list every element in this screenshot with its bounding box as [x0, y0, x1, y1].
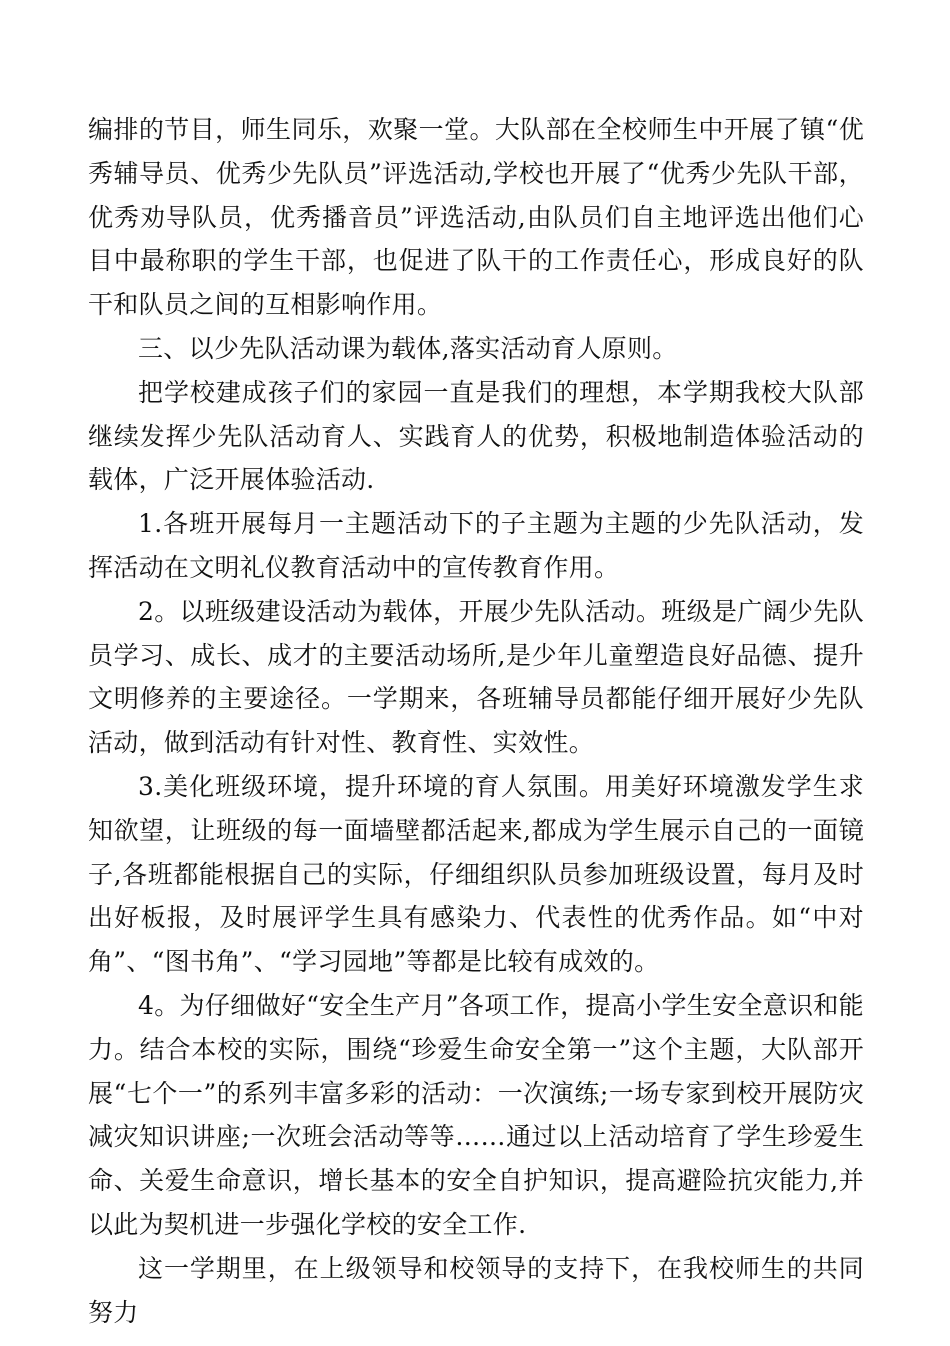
paragraph-closing: 这一学期里，在上级领导和校领导的支持下，在我校师生的共同努力: [88, 1253, 864, 1327]
document-body: [88, 108, 864, 1334]
list-item-4: 4。为仔细做好“安全生产月”各项工作，提高小学生安全意识和能力。结合本校的实际，围绕“珍爱生命安全第一”这个主题，大队部开展“七个一”的系列丰富多彩的活动：一次演练;一场专家到校开展防灾减灾知识讲座;一次班会活动等等……通过以上活动培育了学生珍爱生命、关爱生命意识，增长基本的安全自护知识，提高避险抗灾能力,并以此为契机进一步强化学校的安全工作.: [88, 990, 864, 1239]
list-item-3: 3.美化班级环境，提升环境的育人氛围。用美好环境激发学生求知欲望，让班级的每一面墙壁都活起来,都成为学生展示自己的一面镜子,各班都能根据自己的实际，仔细组织队员参加班级设置，每月及时出好板报，及时展评学生具有感染力、代表性的优秀作品。如“中对角”、“图书角”、“学习园地”等都是比较有成效的。: [88, 771, 864, 977]
paragraph-intro: 把学校建成孩子们的家园一直是我们的理想，本学期我校大队部继续发挥少先队活动育人、实践育人的优势，积极地制造体验活动的载体，广泛开展体验活动.: [88, 377, 864, 495]
list-item-2: 2。以班级建设活动为载体，开展少先队活动。班级是广阔少先队员学习、成长、成才的主要活动场所,是少年儿童塑造良好品德、提升文明修养的主要途径。一学期来，各班辅导员都能仔细开展好少先队活动，做到活动有针对性、教育性、实效性。: [88, 596, 864, 758]
section-heading-three: 三、以少先队活动课为载体,落实活动育人原则。: [138, 333, 678, 363]
list-item-1: 1.各班开展每月一主题活动下的子主题为主题的少先队活动，发挥活动在文明礼仪教育活动中的宣传教育作用。: [88, 509, 864, 582]
paragraph-continuation: 编排的节目，师生同乐，欢聚一堂。大队部在全校师生中开展了镇“优秀辅导员、优秀少先队员”评选活动,学校也开展了“优秀少先队干部，优秀劝导队员，优秀播音员”评选活动,由队员们自主地评选出他们心目中最称职的学生干部，也促进了队干的工作责任心，形成良好的队干和队员之间的互相影响作用。: [88, 115, 864, 320]
